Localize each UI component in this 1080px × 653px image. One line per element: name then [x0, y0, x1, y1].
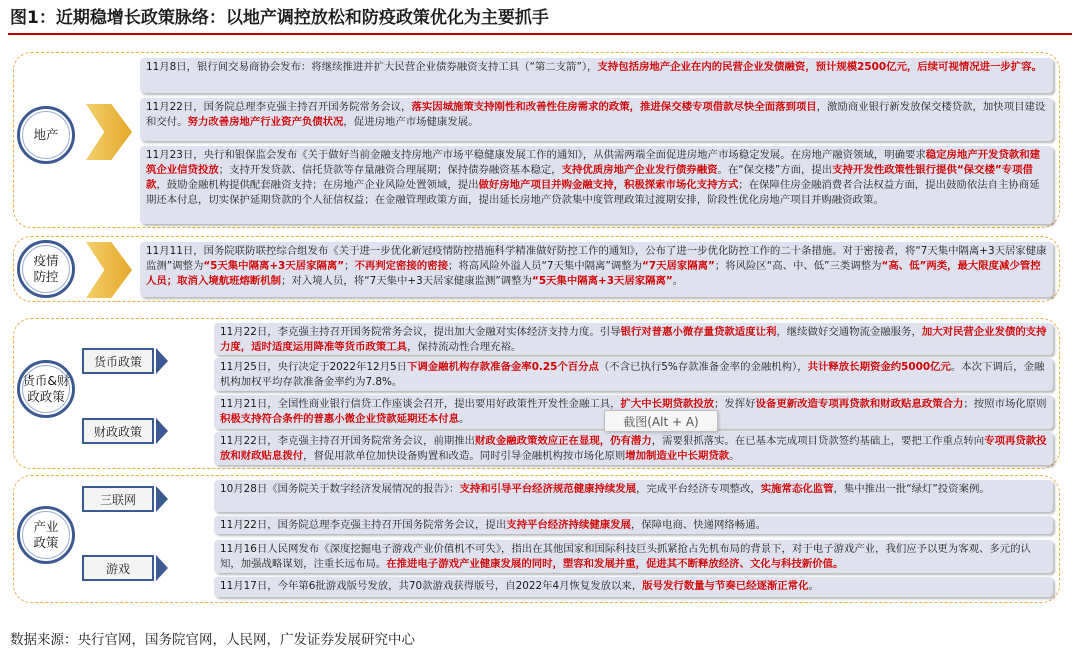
highlighted-text: 加大对民营企业发债的支持力度，适时适度运用降准等货币政策工具	[220, 326, 1047, 353]
highlighted-text: 设备更新改造专项再贷款和财政贴息政策合力	[755, 398, 964, 410]
body-text: 。	[458, 413, 470, 425]
body-text: ，鼓励金融机构提供配套融资支持；在房地产企业风险处置领域，提出	[156, 179, 479, 191]
body-text: 11月22日，李克强主持召开国务院常务会议，提出加大金融对实体经济支持力度。引导	[220, 326, 621, 338]
highlighted-text: “5天集中隔离+3天居家隔离”	[531, 275, 673, 287]
body-text: ；将高风险外溢人员“7天集中隔离”调整为	[447, 260, 643, 272]
policy-item-box	[140, 98, 1053, 141]
highlighted-text: 实施常态化监管	[760, 483, 834, 495]
highlighted-text: 专项再贷款投放和财政贴息拨付	[220, 435, 1047, 462]
highlighted-text: 落实因城施策支持刚性和改善性住房需求的政策，推进保交楼专项借款尽快全面落到项目	[411, 101, 817, 113]
policy-item-box	[140, 146, 1053, 224]
body-text: ，保障电商、快递网络畅通。	[630, 519, 766, 531]
policy-item-box	[214, 540, 1053, 573]
body-text: ，集中推出一批“绿灯”投资案例。	[833, 483, 990, 495]
policy-item-box	[214, 577, 1053, 597]
policy-item-box	[140, 58, 1053, 93]
highlighted-text: 做好房地产项目并购金融支持，积极探索市场化支持方式	[478, 179, 739, 191]
category-circle-monetary-fiscal	[17, 360, 75, 418]
body-text: ；对入境人员，将“7天集中+3天居家健康监测”调整为	[281, 275, 532, 287]
data-source-note: 数据来源：央行官网，国务院官网，人民网，广发证券发展研究中心	[10, 632, 415, 648]
highlighted-text: “5天集中隔离+3天居家隔离”	[203, 260, 345, 272]
screenshot-tooltip: 截图(Alt + A)	[604, 410, 718, 432]
policy-item-box	[214, 480, 1053, 512]
highlighted-text: 支持优质房地产企业发行债券融资	[561, 164, 718, 176]
body-text: 11月16日人民网发布《深度挖掘电子游戏产业价值机不可失》，指出在其他国家和国际科技巨头抓紧抢占先机布局的背景下，对于电子游戏产业，我们应予以更为客观、多元的认知，加强战略谋划，注重长远布局。	[220, 543, 1031, 570]
highlighted-text: 支持开发性政策性银行提供“保交楼”专项借款	[146, 164, 1033, 191]
highlighted-text: 积极支持符合条件的普惠小微企业贷款延期还本付息	[220, 413, 459, 425]
highlighted-text: 扩大中长期贷款投放	[620, 398, 715, 410]
tag-platform-economy: 三联网	[82, 486, 154, 512]
category-label: 地产	[33, 127, 59, 143]
category-circle-epidemic	[17, 240, 75, 298]
highlighted-text: 银行对普惠小微存量贷款适度让利	[620, 326, 777, 338]
body-text: ，完成平台经济专项整改，	[636, 483, 761, 495]
figure-title: 图1：近期稳增长政策脉络：以地产调控放松和防疫政策优化为主要抓手	[10, 8, 549, 28]
tag-fiscal-policy: 财政政策	[82, 418, 154, 444]
category-label: 产业	[33, 519, 59, 535]
body-text: 11月23日，央行和银保监会发布《关于做好当前金融支持房地产市场平稳健康发展工作的通知》，从供需两端全面促进房地产市场稳定发展。在房地产融资领域，明确要求	[146, 149, 926, 161]
highlighted-text: 财政金融政策效应正在显现，仍有潜力	[475, 435, 652, 447]
highlighted-text: 共计释放长期资金约5000亿元	[807, 361, 951, 373]
body-text: 11月17日，今年第6批游戏版号发放，共70款游戏获得版号，自2022年4月恢复发放以来，	[220, 580, 643, 592]
body-text: 。	[729, 450, 740, 462]
highlighted-text: 支持平台经济持续健康发展	[506, 519, 631, 531]
body-text: 11月21日，全国性商业银行信贷工作座谈会召开，提出要用好政策性开发性金融工具，	[220, 398, 621, 410]
highlighted-text: 下调金融机构存款准备金率0.25个百分点	[407, 361, 599, 373]
body-text: 11月22日，国务院总理李克强主持召开国务院常务会议，	[146, 101, 412, 113]
body-text: 11月22日，李克强主持召开国务院常务会议，前期推出	[220, 435, 476, 447]
highlighted-text: 在推进电子游戏产业健康发展的同时，塑容和发展并重，促进其不断释放经济、文化与科技新价值。	[386, 558, 844, 570]
highlighted-text: 稳定房地产开发贷款和建筑企业信贷投放	[146, 149, 1041, 176]
body-text: ；发挥好	[714, 398, 756, 410]
body-text: 。本次下调后，金融机构加权平均存款准备金率约为7.8%。	[220, 361, 1045, 388]
body-text: 11月11日，国务院联防联控综合组发布《关于进一步优化新冠疫情防控措施科学精准做好防控工作的通知》，公布了进一步优化防控工作的二十条措施。对于密接者，将“7天集中隔离+3天居家健康监测”调整为	[146, 245, 1047, 272]
body-text: ，需要狠抓落实。在已基本完成项目贷款签约基础上，要把工作重点转向	[651, 435, 985, 447]
highlighted-text: 版号发行数量与节奏已经逐渐正常化	[642, 580, 809, 592]
category-label: 防控	[33, 269, 59, 284]
body-text: ；	[344, 260, 355, 272]
body-text: ；按照市场化原则	[963, 398, 1047, 410]
body-text: ；将风险区“高、中、低”三类调整为	[714, 260, 882, 272]
body-text: ，继续做好交通物流金融服务，	[776, 326, 922, 338]
highlighted-text: “高、低”两类，最大限度减少管控人员；取消入境航班熔断机制	[146, 260, 1041, 287]
body-text: 10月28日《国务院关于数字经济发展情况的报告》：	[220, 483, 460, 495]
body-text: 。	[672, 275, 684, 287]
body-text: 11月22日，国务院总理李克强主持召开国务院常务会议，提出	[220, 519, 507, 531]
category-label: 货币&财	[22, 373, 70, 389]
highlighted-text: “7天居家隔离”	[642, 260, 715, 272]
body-text: ，促进房地产市场健康发展。	[343, 116, 479, 128]
policy-item-box	[140, 242, 1053, 297]
body-text: 。在“保交楼”方面，提出	[717, 164, 833, 176]
highlighted-text: 支持和引导平台经济规范健康持续发展	[459, 483, 637, 495]
body-text: ；在保障住房金融消费者合法权益方面，提出鼓励依法自主协商延期还本付息，切实保护延期贷款的个人征信权益；在金融管理政策方面，提出延长房地产贷款集中度管理政策过渡期安排，阶段性优化房地产项目并购融资政策。	[146, 179, 1040, 206]
body-text: 11月8日，银行间交易商协会发布：将继续推进并扩大民营企业债券融资支持工具（“第二支箭”），	[146, 61, 598, 73]
category-label: 疫情	[33, 253, 59, 269]
category-circle-industry	[17, 506, 75, 564]
body-text: 11月25日，央行决定于2022年12月5日	[220, 361, 408, 373]
policy-item-box	[214, 358, 1053, 391]
title-divider	[8, 33, 1072, 35]
highlighted-text: 努力改善房地产行业资产负债状况	[187, 116, 344, 128]
body-text: 。	[808, 580, 819, 592]
body-text: ，保持流动性合理充裕。	[407, 341, 522, 353]
policy-item-box	[214, 323, 1053, 355]
policy-item-box	[214, 516, 1053, 534]
tag-monetary-policy: 货币政策	[82, 348, 154, 374]
body-text: ；支持开发贷款、信托贷款等存量融资合理展期；保持债券融资基本稳定，	[218, 164, 562, 176]
tag-gaming: 游戏	[82, 555, 154, 581]
highlighted-text: 不再判定密接的密接	[354, 260, 448, 272]
category-label: 政政策	[27, 389, 65, 404]
body-text: ，督促用款单位加快设备购置和改造。同时引导金融机构按市场化原则	[303, 450, 626, 462]
body-text: ，激励商业银行新发放保交楼贷款，加快项目建设和交付。	[146, 101, 1046, 128]
policy-item-box	[214, 432, 1053, 465]
category-label: 政策	[33, 535, 59, 550]
highlighted-text: 支持包括房地产企业在内的民营企业发债融资，预计规模2500亿元，后续可视情况进一步扩容。	[597, 61, 1042, 73]
category-circle-property	[17, 106, 75, 164]
highlighted-text: 增加制造业中长期贷款	[625, 450, 730, 462]
body-text: （不含已执行5%存款准备金率的金融机构），	[598, 361, 808, 373]
